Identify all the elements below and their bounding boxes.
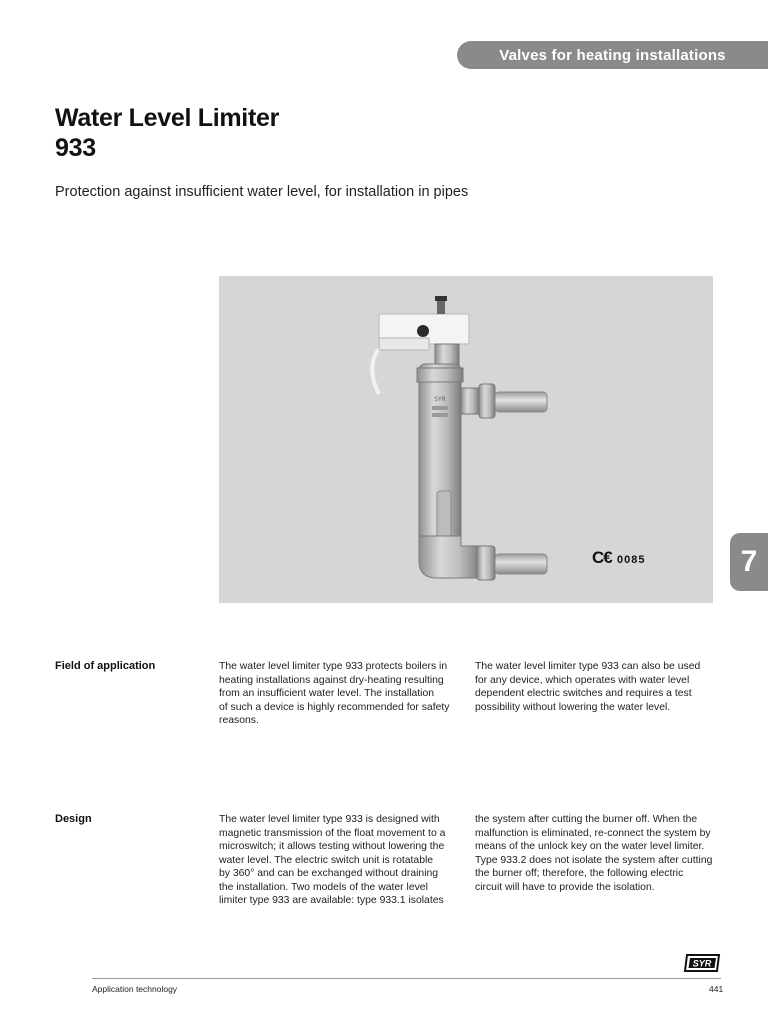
unlock-key — [437, 300, 445, 314]
design-column-2: the system after cutting the burner off. When the malfunction is eliminated, re-connect the system by means of the unlock key on the water level limiter. Type 933.2 does not isolate the system after cutting the burner off; therefore, the following electric circuit will have to provide the isolation. — [475, 814, 713, 893]
title-product-name: Water Level Limiter — [55, 104, 279, 132]
footer-divider — [92, 978, 721, 979]
field-of-application-column-1: The water level limiter type 933 protects boilers in heating installations against dry-heating resulting from an insufficient water level. The installation of such a device is highly recommended for safety reasons. — [219, 661, 450, 726]
design-column-1: The water level limiter type 933 is designed with magnetic transmission of the float movement to a microswitch; it allows testing without lowering the water level. The electric switch unit is rotatable by 360° and can be exchanged without draining the installation. Two models of the water level limiter type 933 are available: type 933.1 isolates — [219, 814, 446, 906]
product-photo — [219, 276, 713, 603]
ce-mark: C€ — [592, 548, 612, 567]
syr-logo-icon — [683, 952, 721, 974]
ce-notified-body-number: 0085 — [617, 554, 646, 566]
cable — [372, 344, 387, 394]
category-header-tab: Valves for heating installations — [457, 41, 768, 69]
chapter-tab[interactable]: 7 — [730, 533, 768, 591]
section-label-field-of-application: Field of application — [55, 660, 156, 672]
section-label-design: Design — [55, 813, 92, 825]
title-model-number: 933 — [55, 134, 96, 162]
field-of-application-column-2: The water level limiter type 933 can also be used for any device, which operates with water level dependent electric switches and requires a test possibility without lowering the water level. — [475, 661, 701, 713]
body-stamp: SYR — [434, 396, 446, 403]
lower-pipe-connector — [495, 554, 547, 574]
footer-page-number: 441 — [709, 984, 724, 994]
logo-text: SYR — [692, 958, 712, 969]
upper-pipe-connector — [495, 392, 547, 412]
test-button-icon — [417, 325, 429, 337]
page-subtitle: Protection against insufficient water level, for installation in pipes — [55, 184, 469, 200]
page-title — [55, 103, 279, 163]
footer-section-name: Application technology — [92, 984, 178, 994]
